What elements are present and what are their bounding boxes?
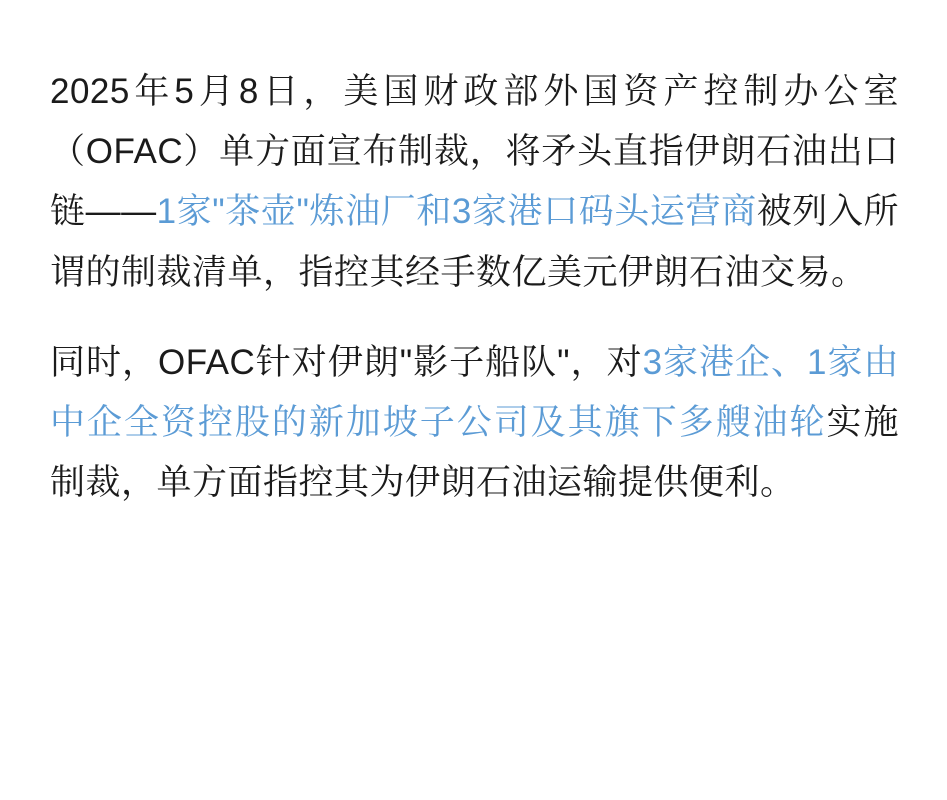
text-run-plain: 同时，OFAC针对伊朗"影子船队"，对	[50, 342, 643, 382]
text-run-plain: 被列入所谓的制裁清单，指控其经手数亿美元伊朗石油交易。	[50, 192, 899, 292]
text-run-highlight: 1家"茶壶"炼油厂和3家港口码头运营商	[156, 192, 757, 232]
paragraph-1	[50, 62, 899, 303]
text-run-highlight: 3家港企、1家由中企全资控股的新加坡子公司及其旗下多艘油轮	[50, 342, 899, 442]
text-run-plain: 2025年5月8日，美国财政部外国资产控制办公室（OFAC）单方面宣布制裁，将矛头直指伊朗石油出口链——	[50, 72, 899, 232]
text-run-plain: 实施制裁，单方面指控其为伊朗石油运输提供便利。	[50, 402, 899, 503]
paragraph-2	[50, 333, 899, 514]
